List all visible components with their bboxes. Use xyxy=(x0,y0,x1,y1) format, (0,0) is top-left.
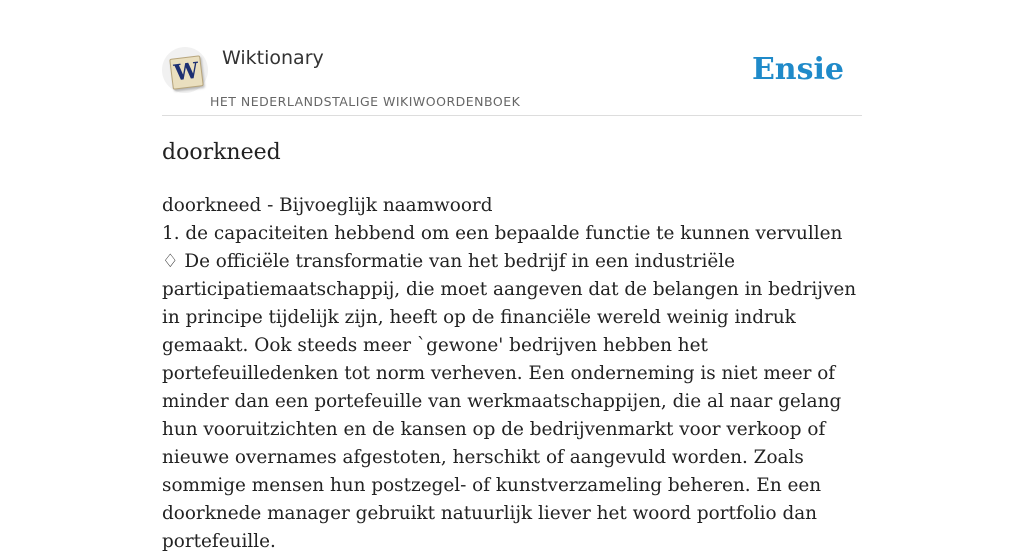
part-of-speech-line: doorkneed - Bijvoeglijk naamwoord xyxy=(162,195,493,216)
definition-text: 1. de capaciteiten hebbend om een bepaalde functie te kunnen vervullen xyxy=(162,223,843,244)
site-tagline: HET NEDERLANDSTALIGE WIKIWOORDENBOEK xyxy=(210,94,521,109)
example-text: ♢ De officiële transformatie van het bedrijf in een industriële participatiemaatschappij, die moet aangeven dat de belangen in bedrijven in principe tijdelijk zijn, heeft op de financiële wereld weinig indruk gemaakt. Ook steeds meer `gewone' bedrijven hebben het portefeuilledenken tot norm verheven. Een onderneming is niet meer of minder dan een portefeuille van werkmaatschappijen, die al naar gelang hun vooruitzichten en de kansen op de bedrijvenmarkt voor verkoop of nieuwe overnames afgestoten, herschikt of aangevuld worden. Zoals sommige mensen hun postzegel- of kunstverzameling beheren. En een doorknede manager gebruikt natuurlijk liever het woord portfolio dan portefeuille. xyxy=(162,251,857,552)
logo-letter: W xyxy=(172,57,201,87)
site-header xyxy=(162,44,862,116)
logo-tile-icon xyxy=(169,55,204,90)
entry-content xyxy=(162,192,862,556)
wiktionary-logo[interactable] xyxy=(162,47,208,93)
page-title: doorkneed xyxy=(162,140,281,165)
site-name[interactable]: Wiktionary xyxy=(222,47,324,69)
ensie-brand-logo[interactable]: Ensie xyxy=(751,52,844,87)
